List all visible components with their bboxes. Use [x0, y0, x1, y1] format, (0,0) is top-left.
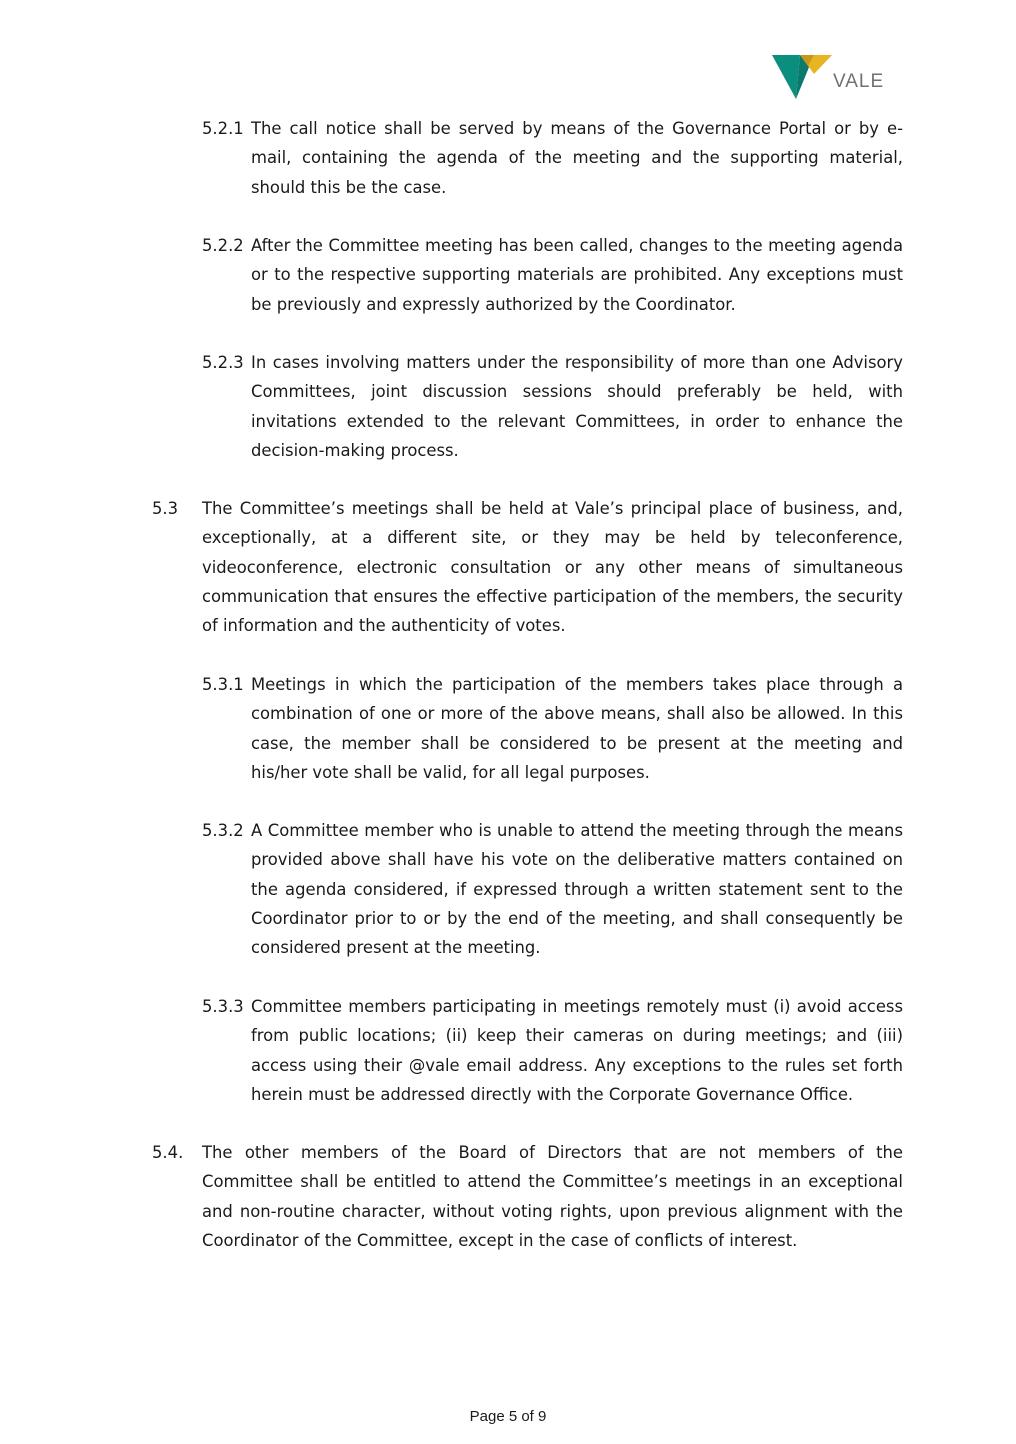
clause-number: 5.4.	[152, 1143, 184, 1162]
vale-logo	[770, 52, 900, 102]
page-number: Page 5 of 9	[469, 1408, 547, 1425]
clause-5-3-3	[202, 992, 903, 1109]
clause-5-2-1	[202, 114, 903, 202]
clause-text: Meetings in which the participation of the members takes place through a combination of one or more of the above means, shall also be allowed. In this case, the member shall be considered to be present at the meeting and his/her vote shall be valid, for all legal purposes.	[251, 675, 903, 782]
clause-text: After the Committee meeting has been called, changes to the meeting agenda or to the respective supporting materials are prohibited. Any exceptions must be previously and expressly authorized by the Coordinator.	[251, 236, 903, 314]
vale-logo-mark-icon	[770, 52, 832, 102]
clause-text: The other members of the Board of Directors that are not members of the Committee shall be entitled to attend the Committee’s meetings in an exceptional and non-routine character, without voting rights, upon previous alignment with the Coordinator of the Committee, except in the case of conflicts of interest.	[202, 1143, 903, 1250]
clause-text: Committee members participating in meetings remotely must (i) avoid access from public locations; (ii) keep their cameras on during meetings; and (iii) access using their @vale email address. Any exceptions to the rules set forth herein must be addressed directly with the Corporate Governance Office.	[251, 997, 903, 1104]
clause-number: 5.3.3	[202, 997, 244, 1016]
clause-number: 5.3	[152, 499, 179, 518]
clause-text: The call notice shall be served by means of the Governance Portal or by e-mail, containing the agenda of the meeting and the supporting material, should this be the case.	[251, 119, 903, 197]
clause-number: 5.3.1	[202, 675, 244, 694]
clause-text: In cases involving matters under the responsibility of more than one Advisory Committees, joint discussion sessions should preferably be held, with invitations extended to the relevant Committees, in order to enhance the decision-making process.	[251, 353, 903, 460]
clause-number: 5.3.2	[202, 821, 244, 840]
clause-number: 5.2.1	[202, 119, 244, 138]
clause-5-2-3	[202, 348, 903, 465]
vale-logo-text: VALE	[833, 71, 885, 92]
clause-5-2-2	[202, 231, 903, 319]
clause-number: 5.2.3	[202, 353, 244, 372]
clause-number: 5.2.2	[202, 236, 244, 255]
clause-5-3-1	[202, 670, 903, 787]
clause-text: The Committee’s meetings shall be held at Vale’s principal place of business, and, exceptionally, at a different site, or they may be held by teleconference, videoconference, electronic consultation or any other means of simultaneous communication that ensures the effective participation of the members, the security of information and the authenticity of votes.	[202, 499, 903, 636]
clause-5-3	[152, 494, 903, 640]
clause-5-3-2	[202, 816, 903, 962]
clause-5-4	[152, 1138, 903, 1255]
clause-text: A Committee member who is unable to attend the meeting through the means provided above shall have his vote on the deliberative matters contained on the agenda considered, if expressed through a written statement sent to the Coordinator prior to or by the end of the meeting, and shall consequently be considered present at the meeting.	[251, 821, 903, 958]
